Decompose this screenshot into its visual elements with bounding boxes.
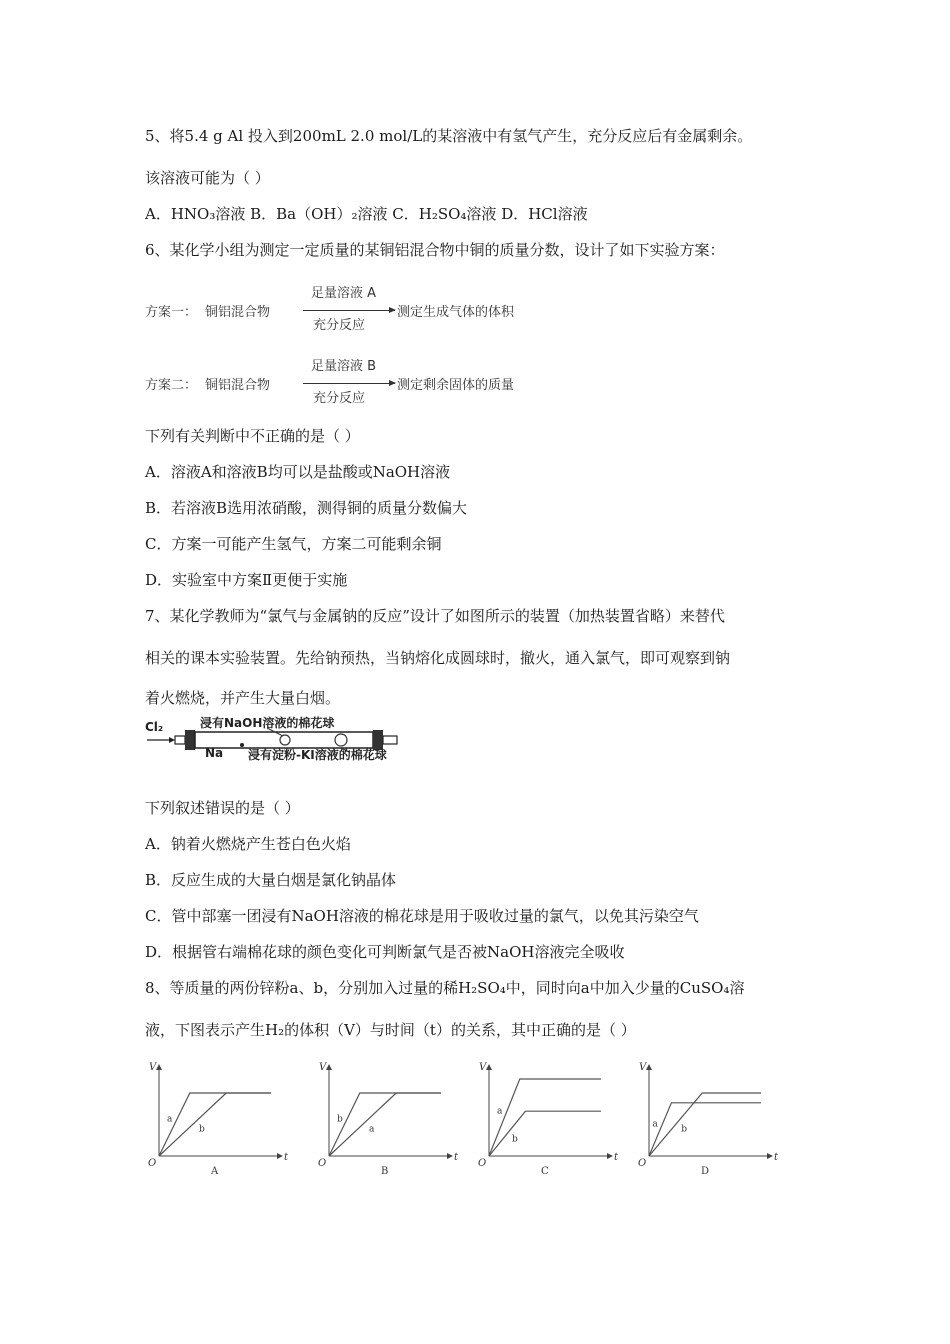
graph-c-origin: O [478,1158,487,1169]
gas-label: Cl₂ [145,720,164,734]
q8-stem-line2: 液，下图表示产生H₂的体积（V）与时间（t）的关系，其中正确的是（ ） [145,1021,636,1039]
graph-b-series-b [329,1093,441,1156]
naoh-cotton-ball [280,735,290,745]
q7-option-c: C．管中部塞一团浸有NaOH溶液的棉花球是用于吸收过量的氯气，以免其污染空气 [145,907,699,925]
scheme-two-start: 铜铝混合物 [205,378,271,393]
graph-c-t-label: t [614,1152,619,1163]
graph-c-caption: C [541,1166,549,1177]
q6-scheme-one [145,280,565,333]
q8-stem-line1: 8、等质量的两份锌粉a、b，分别加入过量的稀H₂SO₄中，同时向a中加入少量的CuSO₄溶 [145,979,745,997]
q8-answer-graphs [145,1060,785,1185]
graph-a-series-a [159,1093,271,1156]
q6-option-b: B．若溶液B选用浓硝酸，测得铜的质量分数偏大 [145,499,468,517]
graph-c-series-a [489,1079,601,1156]
scheme-one-reagent: 足量溶液 A [311,286,377,301]
inlet-stub [175,736,185,744]
q6-question: 下列有关判断中不正确的是（ ） [145,427,360,445]
starch-ki-cotton-ball [335,734,347,746]
q6-scheme-two [145,353,565,406]
scheme-two-arrow [303,383,395,384]
graph-c-v-label: V [479,1062,487,1073]
left-stopper [185,730,195,750]
scheme-one-label: 方案一： [145,305,198,320]
scheme-one-arrow [303,310,395,311]
scheme-two-condition: 充分反应 [313,391,366,406]
graph-a-v-arrow [156,1064,162,1070]
graph-b-series-label-a: a [368,1124,375,1135]
graph-a-t-arrow [277,1153,283,1159]
sodium-dot [240,743,244,747]
graph-d-series-label-a: a [652,1119,658,1130]
graph-c-series-b [489,1111,601,1156]
q6-option-a: A．溶液A和溶液B均可以是盐酸或NaOH溶液 [145,463,451,481]
graph-d-series-a [649,1103,761,1156]
scheme-two-end: 测定剩余固体的质量 [397,378,515,393]
graph-b-v-label: V [319,1062,327,1073]
graph-b-series-label-b: b [336,1114,343,1125]
graph-d-origin: O [638,1158,647,1169]
graph-b-series-a [329,1093,441,1156]
graph-b-caption: B [381,1166,389,1177]
graph-a-series-label-b: b [198,1124,205,1135]
q7-option-d: D．根据管右端棉花球的颜色变化可判断氯气是否被NaOH溶液完全吸收 [145,943,625,961]
graph-b-t-label: t [454,1152,459,1163]
scheme-one-start: 铜铝混合物 [205,305,271,320]
sodium-label: Na [205,746,224,760]
q5-stem-line1: 5、将5.4 g Al 投入到200mL 2.0 mol/L的某溶液中有氢气产生，充分反应后有金属剩余。 [145,127,753,145]
q6-option-d: D．实验室中方案Ⅱ更便于实施 [145,571,348,589]
q6-stem: 6、某化学小组为测定一定质量的某铜铝混合物中铜的质量分数，设计了如下实验方案： [145,241,725,259]
gas-inlet-arrowhead [169,737,175,743]
q7-stem-line3: 着火燃烧，并产生大量白烟。 [145,689,341,707]
q7-question: 下列叙述错误的是（ ） [145,799,300,817]
graph-a-series-b [159,1093,271,1156]
graph-b-origin: O [318,1158,327,1169]
q7-option-a: A．钠着火燃烧产生苍白色火焰 [145,835,351,853]
scheme-two-label: 方案二： [145,378,198,393]
graph-d-v-label: V [639,1062,647,1073]
graph-b-v-arrow [326,1064,332,1070]
graph-d-caption: D [701,1166,710,1177]
q5-stem-line2: 该溶液可能为（ ） [145,169,270,187]
q7-apparatus-diagram [145,714,410,760]
graph-d-series-label-b: b [681,1124,688,1135]
graph-c-series-label-a: a [496,1106,503,1117]
graph-d-t-arrow [767,1153,773,1159]
q7-stem-line2: 相关的课本实验装置。先给钠预热，当钠熔化成圆球时，撤火，通入氯气，即可观察到钠 [145,649,731,667]
graph-c-t-arrow [607,1153,613,1159]
graph-b-t-arrow [447,1153,453,1159]
graph-a-t-label: t [284,1152,289,1163]
graph-a-series-label-a: a [166,1114,173,1125]
outlet-stub [383,736,397,744]
q6-option-c: C．方案一可能产生氢气，方案二可能剩余铜 [145,535,442,553]
graph-a-origin: O [148,1158,157,1169]
scheme-one-condition: 充分反应 [313,318,366,333]
graph-c-series-label-b: b [512,1134,518,1145]
scheme-one-end: 测定生成气体的体积 [397,305,515,320]
naoh-ball-label: 浸有NaOH溶液的棉花球 [200,716,335,730]
scheme-two-reagent: 足量溶液 B [311,359,377,374]
graph-d-t-label: t [774,1152,779,1163]
graph-a-caption: A [211,1166,219,1177]
graph-c-v-arrow [486,1064,492,1070]
q7-option-b: B．反应生成的大量白烟是氯化钠晶体 [145,871,397,889]
graph-d-v-arrow [646,1064,652,1070]
graphs-drawing [145,1060,785,1185]
graph-a-v-label: V [149,1062,157,1073]
q5-options: A．HNO₃溶液 B．Ba（OH）₂溶液 C．H₂SO₄溶液 D．HCl溶液 [145,205,588,223]
starch-ki-ball-label: 浸有淀粉-KI溶液的棉花球 [248,748,387,762]
q7-stem-line1: 7、某化学教师为“氯气与金属钠的反应”设计了如图所示的装置（加热装置省略）来替代 [145,607,725,625]
